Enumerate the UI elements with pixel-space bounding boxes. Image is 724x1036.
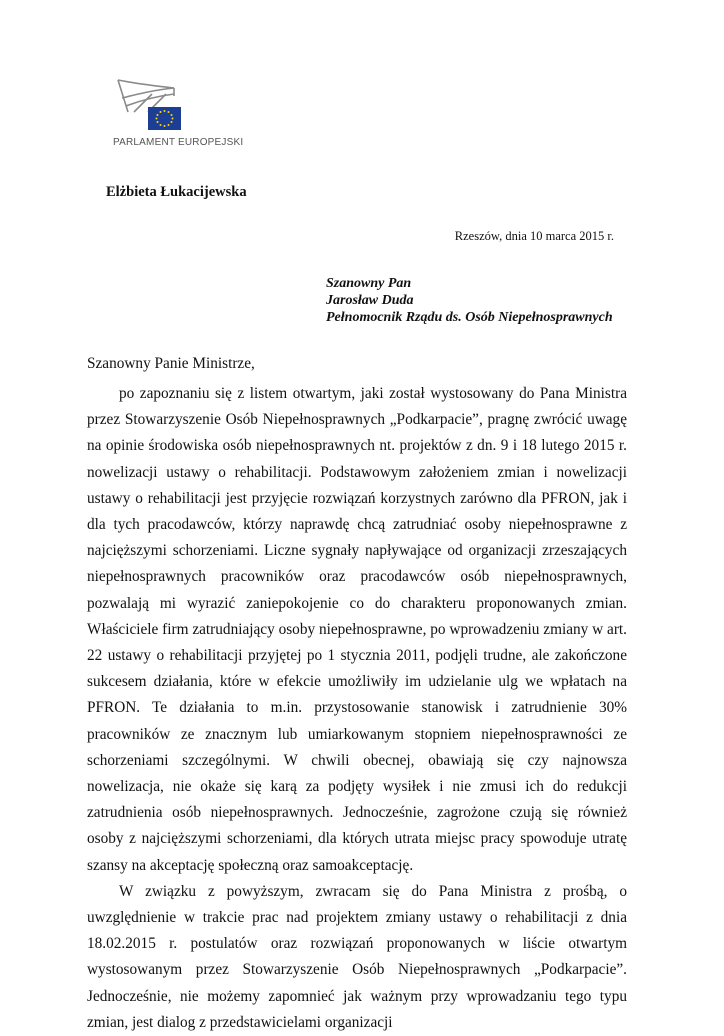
salutation: Szanowny Panie Ministrze, [87,355,255,372]
paragraph: po zapoznaniu się z listem otwartym, jaki został wystosowany do Pana Ministra przez Stowarzyszenie Osób Niepełnosprawnych „Podkarpacie”, pragnę zwrócić uwagę na opinie środowiska osób niepełnosprawnych nt. projektów z dn. 9 i 18 lutego 2015 r. nowelizacji ustawy o rehabilitacji. Podstawowym założeniem zmian i nowelizacji ustawy o rehabilitacji jest przyjęcie rozwiązań korzystnych zarówno dla PFRON, jak i dla tych pracodawców, którzy naprawdę chcą zatrudniać osoby niepełnosprawne z najcięższymi schorzeniami. Liczne sygnały napływające od organizacji zrzeszających niepełnosprawnych pracowników oraz pracodawców osób niepełnosprawnych, pozwalają mi wyrazić zaniepokojenie co do charakteru proponowanych zmian. Właściciele firm zatrudniający osoby niepełnosprawne, po wprowadzeniu zmiany w art. 22 ustawy o rehabilitacji przyjętej po 1 stycznia 2011, podjęli trudne, ale zakończone sukcesem działania, które w efekcie umożliwiły im udzielanie ulg we wpłatach na PFRON. Te działania to m.in. przystosowanie stanowisk i zatrudnienie 30% pracowników ze znacznym lub umiarkowanym stopniem niepełnosprawności ze schorzeniami szczególnymi. W chwili obecnej, obawiają się czy najnowsza nowelizacja, nie okaże się karą za podjęty wysiłek i nie zmusi ich do redukcji zatrudnienia osób niepełnosprawnych. Jednocześnie, zagrożone czują się również osoby z najcięższymi schorzeniami, dla których utrata miejsc pracy spowoduje utratę szansy na akceptację społeczną oraz samoakceptację. [87,385,627,874]
letter-body [87,381,627,1036]
addressee-title: Pełnomocnik Rządu ds. Osób Niepełnosprawnych [326,310,613,325]
addressee-block [326,275,613,326]
addressee-line: Szanowny Pan [326,276,412,291]
addressee-name: Jarosław Duda [326,293,414,308]
author-name: Elżbieta Łukacijewska [106,184,247,200]
place-date: Rzeszów, dnia 10 marca 2015 r. [454,229,614,243]
paragraph: W związku z powyższym, zwracam się do Pana Ministra z prośbą, o uwzględnienie w trakcie prac nad projektem zmiany ustawy o rehabilitacji z dnia 18.02.2015 r. postulatów oraz rozwiązań proponowanych w liście otwartym wystosowanym przez Stowarzyszenie Osób Niepełnosprawnych „Podkarpacie”. Jednocześnie, nie możemy zapomnieć jak ważnym przy wprowadzaniu tego typu zmian, jest dialog z przedstawicielami organizacji [87,882,627,1031]
logo-text: PARLAMENT EUROPEJSKI [113,137,244,148]
